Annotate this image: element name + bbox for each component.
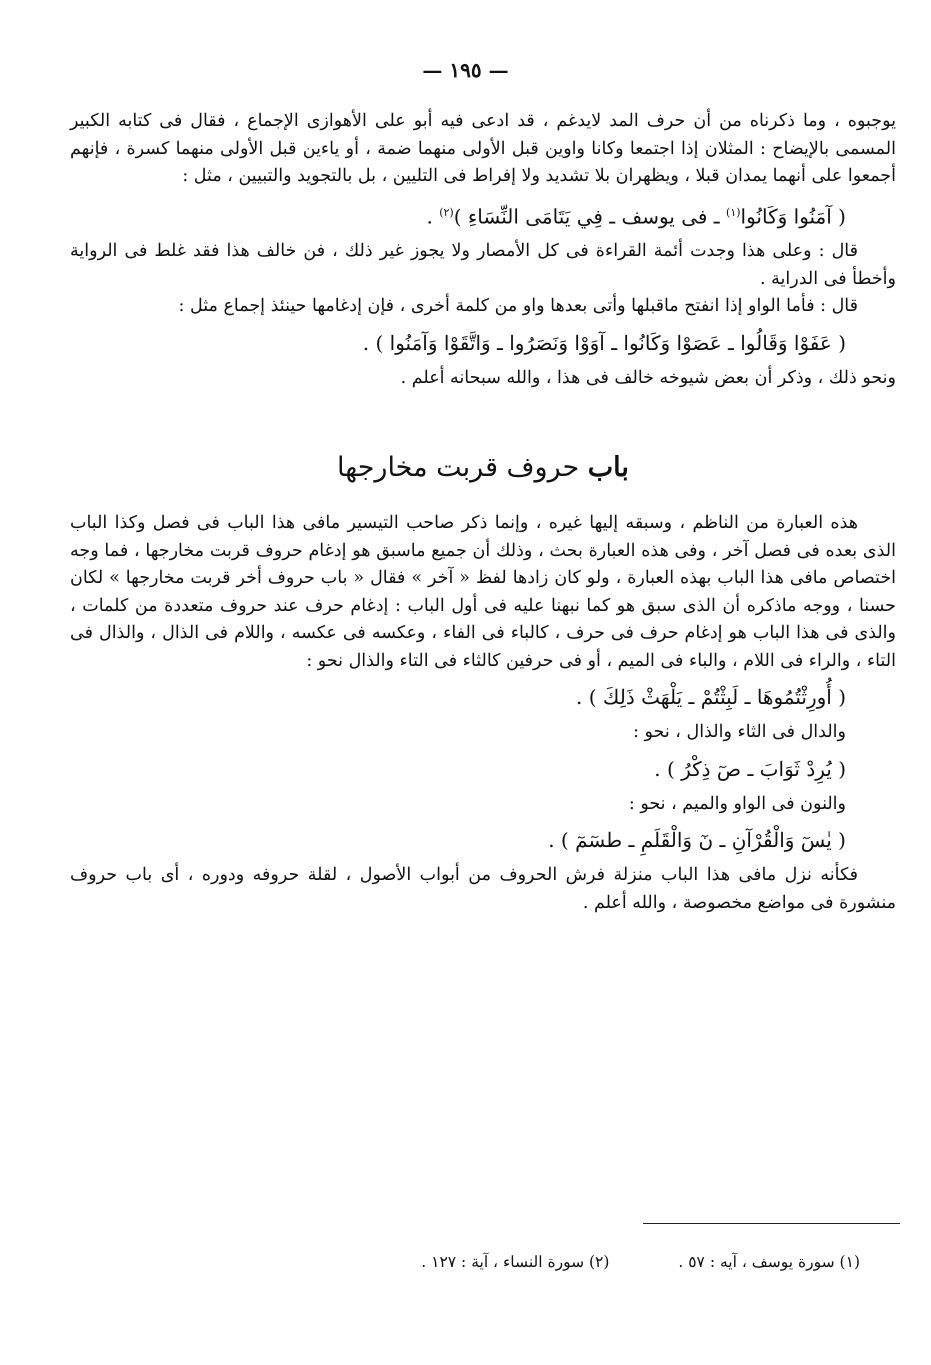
paragraph-4: ونحو ذلك ، وذكر أن بعض شيوخه خالف فى هذا ، والله سبحانه أعلم . <box>400 367 896 388</box>
footnote-ref-2[interactable]: (٢) <box>439 205 454 219</box>
section-heading <box>70 448 896 488</box>
paragraph-8: فكأنه نزل مافى هذا الباب منزلة فرش الحروف من أبواب الأصول ، لقلة حروفه ودوره ، أى باب حروف منشورة فى مواضع مخصوصة ، والله أعلم . <box>70 865 896 913</box>
quran-quote-4: ( يُرِدْ ثَوَابَ ـ صٓ ذِكْرُ ) . <box>654 756 846 781</box>
page-number: — ١٩٥ — <box>422 58 509 82</box>
quote-1-middle: ـ فى يوسف ـ فِي يَتَامَى النِّسَاءِ ) <box>453 204 727 229</box>
quran-quote-3: ( أُورِثْتُمُوهَا ـ لَبِثْتُمْ ـ يَلْهَثْ ذَلِكَ ) . <box>576 685 846 710</box>
quran-quote-2: ( عَفَوْا وَقَالُوا ـ عَصَوْا وَكَانُوا ـ آوَوْا وَنَصَرُوا ـ وَاتَّقَوْا وَآمَنُوا ) . <box>362 330 846 355</box>
paragraph-3: قال : فأما الواو إذا انفتح ماقبلها وأتى بعدها واو من كلمة أخرى ، فإن إدغامها حينئذ إجماع مثل : <box>178 296 858 317</box>
heading-bab: باب <box>587 452 629 484</box>
heading-title: حروف قربت مخارجها <box>337 452 588 484</box>
footnote-ref-1[interactable]: (١) <box>726 205 741 219</box>
footnotes <box>300 1253 860 1271</box>
footnote-2: (٢) سورة النساء ، آية : ١٢٧ . <box>421 1253 610 1271</box>
line-6: والدال فى الثاء والذال ، نحو : <box>633 722 846 743</box>
paragraph-2: قال : وعلى هذا وجدت أئمة القراءة فى كل الأمصار ولا يجوز غير ذلك ، فن خالف هذا فقد غلط فى الرواية وأخطأ فى الدراية . <box>70 241 896 289</box>
paragraph-intro: يوجبوه ، وما ذكرناه من أن حرف المد لايدغم ، قد ادعى فيه أبو على الأهوازى الإجماع ، فقال فى كتابه الكبير المسمى بالإيضاح : المثلان إذا اجتمعا وكانا واوين قبل الأولى منهما ضمة ، أو ياءين قبل الأولى منهما كسرة ، فإنهم أجمعوا على أنهما يمدان قبلا ، ويظهران بلا تشديد ولا إفراط فى التليين ، بل بالتجويد والتبيين ، مثل : <box>70 111 896 186</box>
line-7: والنون فى الواو والميم ، نحو : <box>628 793 846 814</box>
paragraph-5: هذه العبارة من الناظم ، وسبقه إليها غيره ، وإنما ذكر صاحب التيسير مافى هذا الباب فى فصل وكذا الباب الذى بعده فى فصل آخر ، وفى هذه العبارة بحث ، وذلك أن جميع ماسبق هو إدغام حروف قربت مخارجها ، فما وجه اختصاص مافى هذا الباب بهذه العبارة ، ولو كان زادها لفظ « آخر » فقال « باب حروف أخر قربت مخارجها » لكان حسنا ، ووجه ماذكره أن الذى سبق هو كما نبهنا عليه فى أول الباب : إدغام حرف عند حروف متعددة من كلمات ، والذى فى هذا الباب هو إدغام حرف فى حرف ، كالباء فى الفاء ، وعكسه فى عكسه ، واللام فى الذال ، والذال فى التاء ، والراء فى اللام ، والباء فى الميم ، أو فى حرفين كالثاء فى التاء والذال نحو : <box>70 513 896 671</box>
quote-1-open: ( آمَنُوا وَكَانُوا <box>740 204 846 229</box>
footnote-1: (١) سورة يوسف ، آيه : ٥٧ . <box>678 1253 860 1271</box>
quote-1-close: . <box>426 204 440 229</box>
footnote-separator <box>643 1223 900 1224</box>
quran-quote-1 <box>70 193 896 237</box>
page-body <box>70 108 896 917</box>
quran-quote-5: ( يٰسٓ وَالْقُرْآنِ ـ نٓ وَالْقَلَمِ ـ طسٓمٓ ) . <box>548 828 846 853</box>
